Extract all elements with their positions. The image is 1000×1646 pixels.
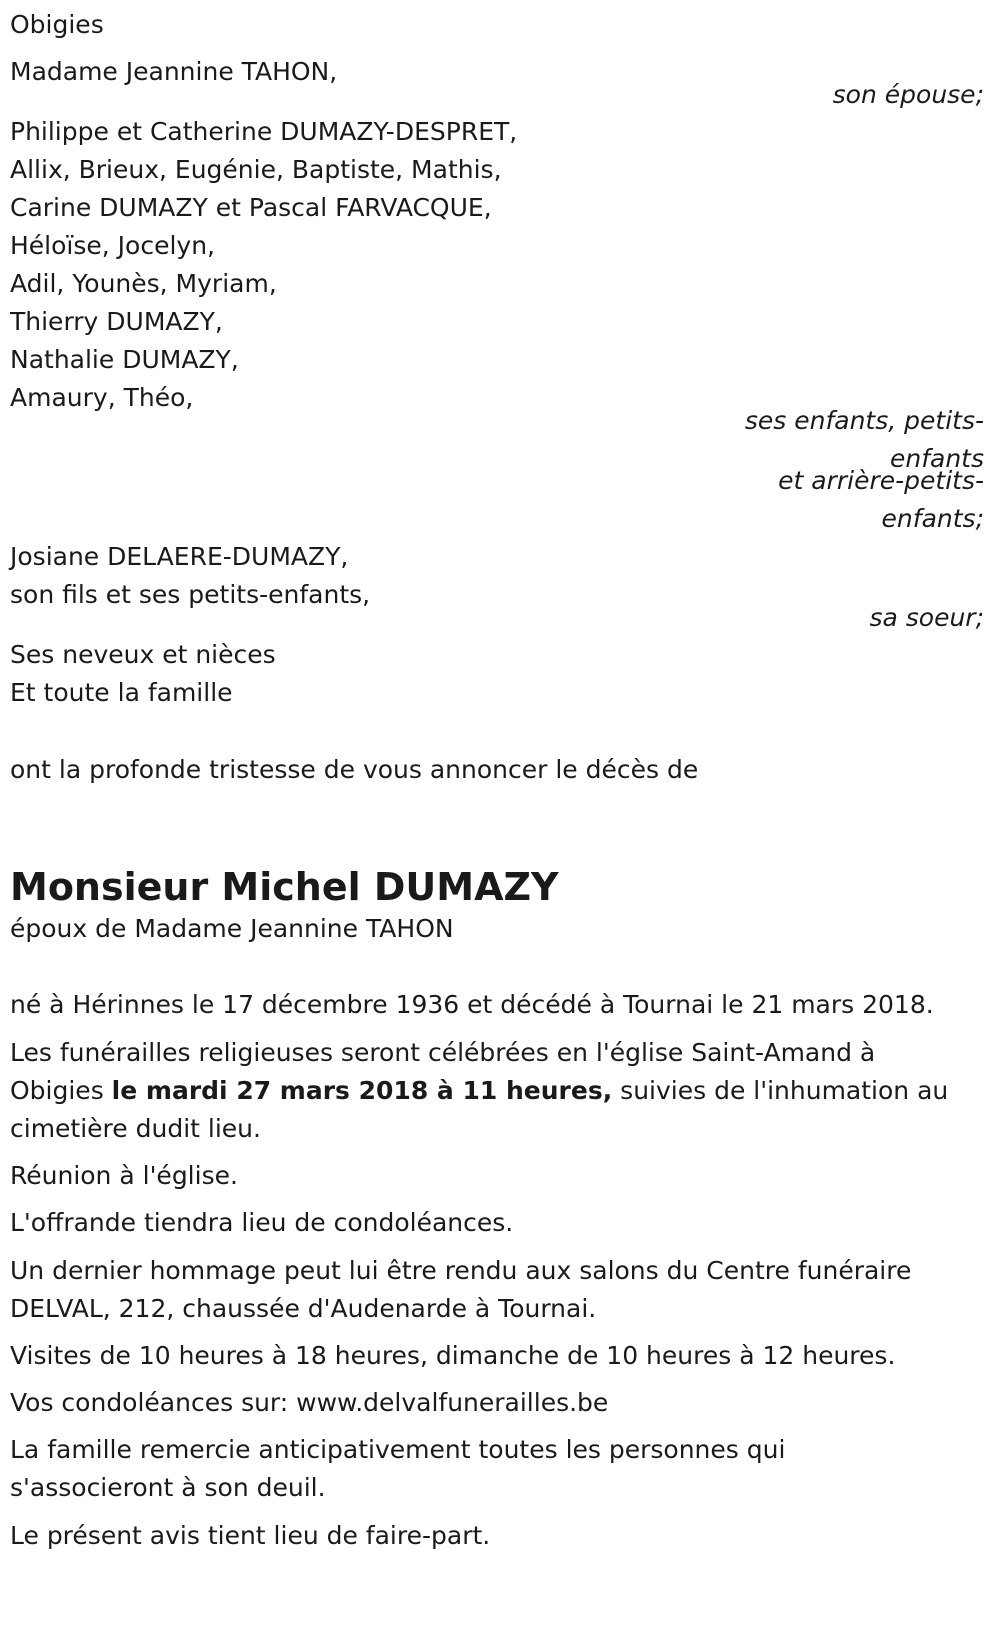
visits: Visites de 10 heures à 18 heures, dimanche de 10 heures à 12 heures. <box>10 1341 896 1370</box>
spouse-role: son épouse; <box>832 80 984 109</box>
funeral-line: Les funérailles religieuses seront célébrées en l'église Saint-Amand à <box>10 1038 876 1067</box>
funeral-text: Obigies <box>10 1076 112 1105</box>
children-line: Héloïse, Jocelyn, <box>10 231 215 260</box>
deceased-name: Monsieur Michel DUMAZY <box>10 865 559 909</box>
sister-line: son fils et ses petits-enfants, <box>10 580 371 609</box>
children-line: Thierry DUMAZY, <box>10 307 223 336</box>
children-line: Allix, Brieux, Eugénie, Baptiste, Mathis, <box>10 155 502 184</box>
meeting: Réunion à l'église. <box>10 1161 238 1190</box>
thanks-line: La famille remercie anticipativement toutes les personnes qui <box>10 1435 786 1464</box>
funeral-line: cimetière dudit lieu. <box>10 1114 261 1143</box>
location: Obigies <box>10 10 104 39</box>
spouse-name: Madame Jeannine TAHON, <box>10 57 338 86</box>
children-role: ses enfants, petits- <box>744 406 984 435</box>
family-line: Ses neveux et nièces <box>10 640 276 669</box>
announcement: ont la profonde tristesse de vous annoncer le décès de <box>10 755 699 784</box>
children-line: Carine DUMAZY et Pascal FARVACQUE, <box>10 193 492 222</box>
sister-role: sa soeur; <box>869 603 984 632</box>
funeral-text: suivies de l'inhumation au <box>612 1076 949 1105</box>
offering: L'offrande tiendra lieu de condoléances. <box>10 1208 514 1237</box>
sister-line: Josiane DELAERE-DUMAZY, <box>10 542 349 571</box>
birth-death: né à Hérinnes le 17 décembre 1936 et décédé à Tournai le 21 mars 2018. <box>10 990 934 1019</box>
funeral-date: le mardi 27 mars 2018 à 11 heures, <box>111 1076 613 1105</box>
funeral-line <box>10 1076 948 1106</box>
thanks-line: s'associeront à son deuil. <box>10 1473 326 1502</box>
tribute-line: Un dernier hommage peut lui être rendu aux salons du Centre funéraire <box>10 1256 912 1285</box>
family-line: Et toute la famille <box>10 678 233 707</box>
children-role: enfants; <box>881 504 984 533</box>
children-line: Nathalie DUMAZY, <box>10 345 239 374</box>
tribute-line: DELVAL, 212, chaussée d'Audenarde à Tournai. <box>10 1294 597 1323</box>
notice: Le présent avis tient lieu de faire-part. <box>10 1521 491 1550</box>
children-line: Adil, Younès, Myriam, <box>10 269 277 298</box>
children-line: Amaury, Théo, <box>10 383 194 412</box>
children-role: enfants <box>889 444 984 473</box>
spouse-of: époux de Madame Jeannine TAHON <box>10 914 454 943</box>
children-role: et arrière-petits- <box>778 466 984 495</box>
children-line: Philippe et Catherine DUMAZY-DESPRET, <box>10 117 518 146</box>
condolences: Vos condoléances sur: www.delvalfunerailles.be <box>10 1388 609 1417</box>
